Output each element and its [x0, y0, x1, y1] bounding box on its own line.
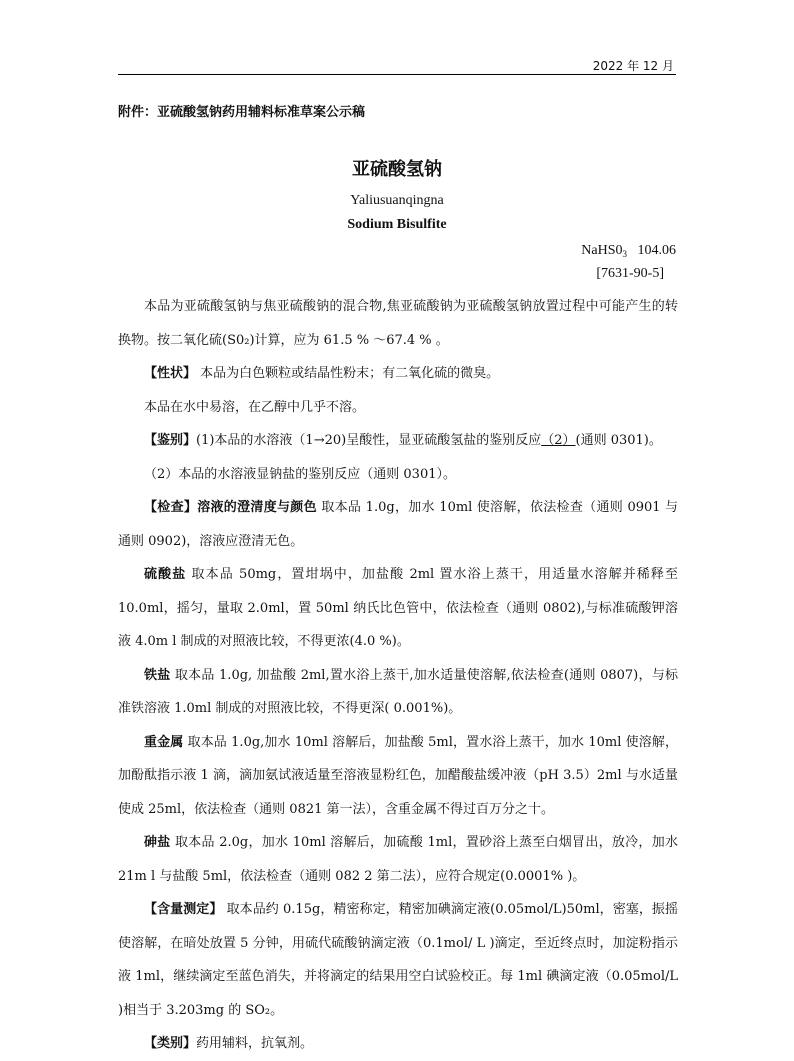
- iron-label: 铁盐: [144, 667, 171, 683]
- formula-subscript: 3: [622, 249, 627, 259]
- formula-main: NaHS0: [581, 243, 623, 258]
- iron-text: 取本品 1.0g, 加盐酸 2ml,置水浴上蒸干,加水适量使溶解,依法检查(通则 0807)，与标准铁溶液 1.0ml 制成的对照液比较，不得更深( 0.001%)。: [118, 667, 678, 716]
- sulfate-label: 硫酸盐: [144, 567, 187, 582]
- check-text: 取本品 1.0g，加水 10ml 使溶解，依法检查（通则 0901 与通则 0902)，溶液应澄清无色。: [118, 500, 678, 549]
- title-english: Sodium Bisulfite: [347, 217, 447, 232]
- check-paragraph: [118, 491, 678, 558]
- identification-text-a: (1)本品的水溶液（1→20)呈酸性，显亚硫酸氢盐的鉴别反应: [196, 433, 542, 448]
- identification-label: 【鉴别】: [144, 433, 197, 448]
- intro-paragraph: 本品为亚硫酸氢钠与焦亚硫酸钠的混合物,焦亚硫酸钠为亚硫酸氢钠放置过程中可能产生的转换物。按二氧化硫(S0₂)计算，应为 61.5 % ～67.4 % 。: [118, 299, 678, 348]
- identification-ref: （2）: [541, 433, 576, 448]
- title-chinese: 亚硫酸氢钠: [352, 159, 442, 180]
- category-label: 【类别】: [144, 1036, 197, 1051]
- heavy-metal-label: 重金属: [144, 734, 184, 750]
- arsenic-text: 取本品 2.0g，加水 10ml 溶解后，加硫酸 1ml，置砂浴上蒸至白烟冒出，放冷，加水 21m l 与盐酸 5ml，依法检查（通则 082 2 第二法），应符合规定(0.0001% )。: [118, 835, 678, 884]
- assay-text: 取本品约 0.15g，精密称定，精密加碘滴定液(0.05mol/L)50ml，密塞，振摇使溶解，在暗处放置 5 分钟，用硫代硫酸钠滴定液（0.1mol/ L )滴定，至近终点时，加淀粉指示液 1ml，继续滴定至蓝色消失，并将滴定的结果用空白试验校正。每 1ml 碘滴定液（0.05mol/L )相当于 3.203mg 的 SO₂。: [118, 902, 678, 1018]
- assay-paragraph: [118, 893, 678, 1027]
- solubility-paragraph: 本品在水中易溶，在乙醇中几乎不溶。: [144, 399, 366, 415]
- iron-paragraph: [118, 659, 678, 726]
- arsenic-label: 砷盐: [144, 835, 171, 850]
- molecular-weight: 104.06: [637, 243, 676, 258]
- identification-text-b: (通则 0301)。: [575, 433, 662, 448]
- assay-label: 【含量测定】: [144, 902, 223, 917]
- sulfate-paragraph: [118, 558, 678, 659]
- heavy-metal-text: 取本品 1.0g,加水 10ml 溶解后，加盐酸 5ml，置水浴上蒸干，加水 10ml 使溶解，加酚酞指示液 1 滴，滴加氨试液适量至溶液显粉红色，加醋酸盐缓冲液（pH 3.5）2ml 与水适量使成 25ml，依法检查（通则 0821 第一法），含重金属不得过百万分之十。: [118, 734, 678, 817]
- cas-number: [7631-90-5]: [596, 266, 664, 281]
- sulfate-text: 取本品 50mg，置坩埚中，加盐酸 2ml 置水浴上蒸干，用适量水溶解并稀释至 10.0ml，摇匀，量取 2.0ml，置 50ml 纳氏比色管中，依法检查（通则 0802),与标准硫酸钾溶液 4.0m l 制成的对照液比较，不得更浓(4.0 %)。: [118, 567, 678, 649]
- identification-2-paragraph: （2）本品的水溶液显钠盐的鉴别反应（通则 0301）。: [144, 466, 456, 482]
- category-text: 药用辅料，抗氧剂。: [196, 1036, 314, 1051]
- properties-paragraph: [118, 357, 678, 391]
- identification-paragraph: [118, 424, 678, 458]
- header-date: 2022 年 12 月: [592, 59, 674, 73]
- document-body: [118, 290, 678, 1061]
- heavy-metal-paragraph: [118, 726, 678, 827]
- category-paragraph: [118, 1027, 678, 1061]
- arsenic-paragraph: [118, 826, 678, 893]
- check-label: 【检查】溶液的澄清度与颜色: [144, 500, 317, 515]
- molecular-formula: [581, 243, 676, 259]
- header-rule: [118, 74, 676, 75]
- properties-label: 【性状】: [144, 366, 197, 381]
- properties-text: 本品为白色颗粒或结晶性粉末；有二氧化硫的微臭。: [196, 366, 500, 381]
- title-pinyin: Yaliusuanqingna: [350, 193, 444, 208]
- attachment-title: 附件：亚硫酸氢钠药用辅料标准草案公示稿: [118, 105, 366, 120]
